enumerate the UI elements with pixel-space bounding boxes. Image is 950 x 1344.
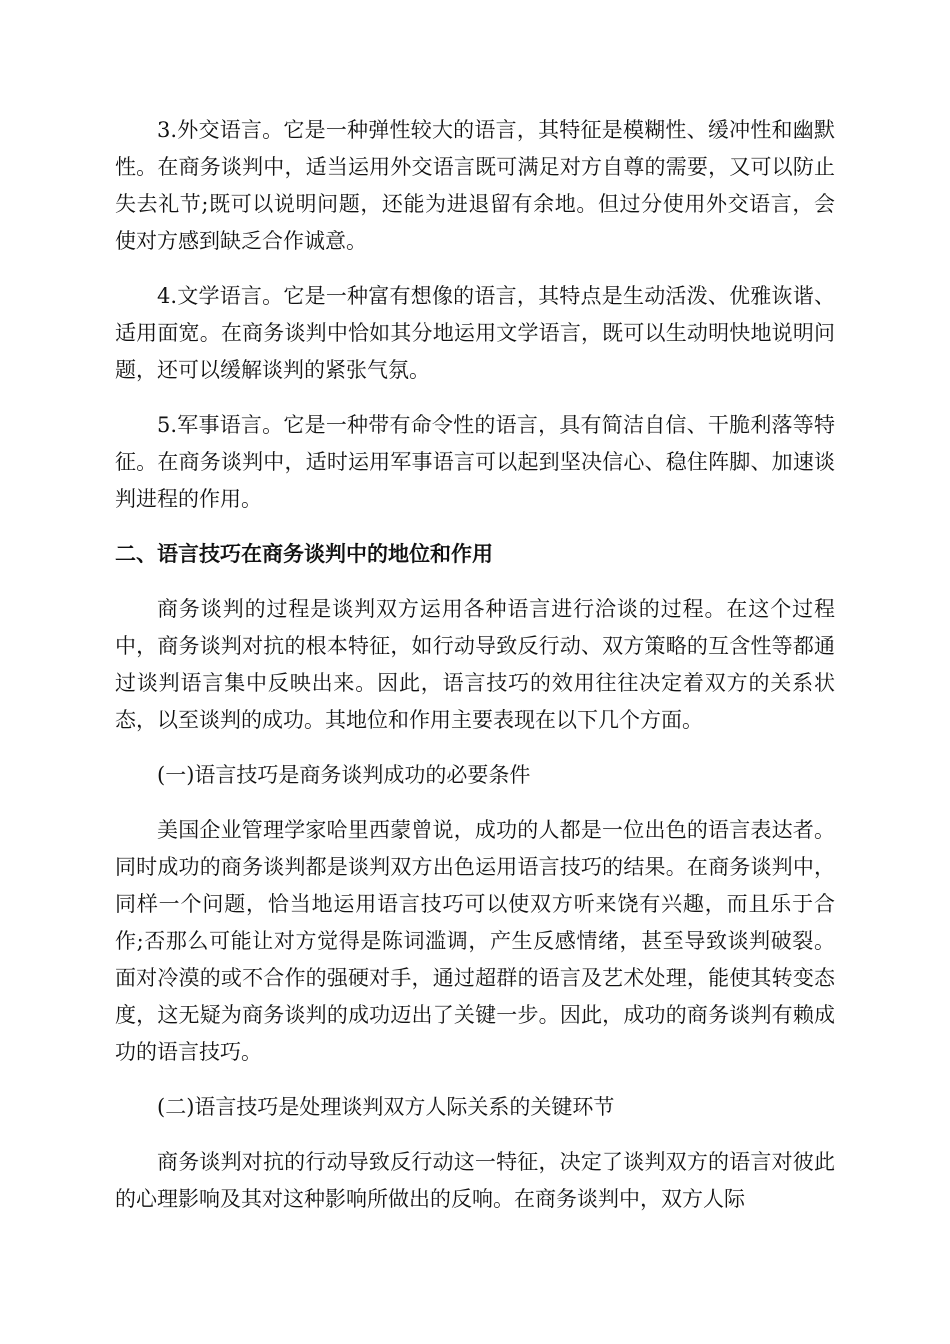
paragraph-gap — [115, 260, 835, 278]
paragraph-negotiation-process: 商务谈判的过程是谈判双方运用各种语言进行洽谈的过程。在这个过程中，商务谈判对抗的根本特征，如行动导致反行动、双方策略的互含性等都通过谈判语言集中反映出来。因此，语言技巧的效用往往决定着双方的关系状态，以至谈判的成功。其地位和作用主要表现在以下几个方面。 — [115, 597, 835, 732]
paragraph-gap — [115, 389, 835, 407]
paragraph-literary-language: 4.文学语言。它是一种富有想像的语言，其特点是生动活泼、优雅诙谐、适用面宽。在商务谈判中恰如其分地运用文学语言，既可以生动明快地说明问题，还可以缓解谈判的紧张气氛。 — [115, 284, 835, 382]
paragraph-gap — [115, 1071, 835, 1089]
subsection-heading-2: (二)语言技巧是处理谈判双方人际关系的关键环节 — [157, 1095, 615, 1119]
document-page — [115, 112, 835, 1218]
section-heading: 二、语言技巧在商务谈判中的地位和作用 — [115, 542, 493, 566]
paragraph-gap — [115, 1126, 835, 1144]
paragraph-gap — [115, 794, 835, 812]
paragraph-interpersonal-relations: 商务谈判对抗的行动导致反行动这一特征，决定了谈判双方的语言对彼此的心理影响及其对这种影响所做出的反响。在商务谈判中，双方人际 — [115, 1150, 835, 1211]
paragraph-gap — [115, 739, 835, 757]
paragraph-gap — [115, 573, 835, 591]
paragraph-gap — [115, 518, 835, 536]
paragraph-diplomatic-language: 3.外交语言。它是一种弹性较大的语言，其特征是模糊性、缓冲性和幽默性。在商务谈判中，适当运用外交语言既可满足对方自尊的需要，又可以防止失去礼节;既可以说明问题，还能为进退留有余地。但过分使用外交语言，会使对方感到缺乏合作诚意。 — [115, 118, 835, 253]
paragraph-herbert-simon: 美国企业管理学家哈里西蒙曾说，成功的人都是一位出色的语言表达者。同时成功的商务谈判都是谈判双方出色运用语言技巧的结果。在商务谈判中，同样一个问题，恰当地运用语言技巧可以使双方听来饶有兴趣，而且乐于合作;否那么可能让对方觉得是陈词滥调，产生反感情绪，甚至导致谈判破裂。面对冷漠的或不合作的强硬对手，通过超群的语言及艺术处理，能使其转变态度，这无疑为商务谈判的成功迈出了关键一步。因此，成功的商务谈判有赖成功的语言技巧。 — [115, 818, 835, 1064]
subsection-heading-1: (一)语言技巧是商务谈判成功的必要条件 — [157, 763, 531, 787]
paragraph-military-language: 5.军事语言。它是一种带有命令性的语言，具有简洁自信、干脆利落等特征。在商务谈判中，适时运用军事语言可以起到坚决信心、稳住阵脚、加速谈判进程的作用。 — [115, 413, 835, 511]
